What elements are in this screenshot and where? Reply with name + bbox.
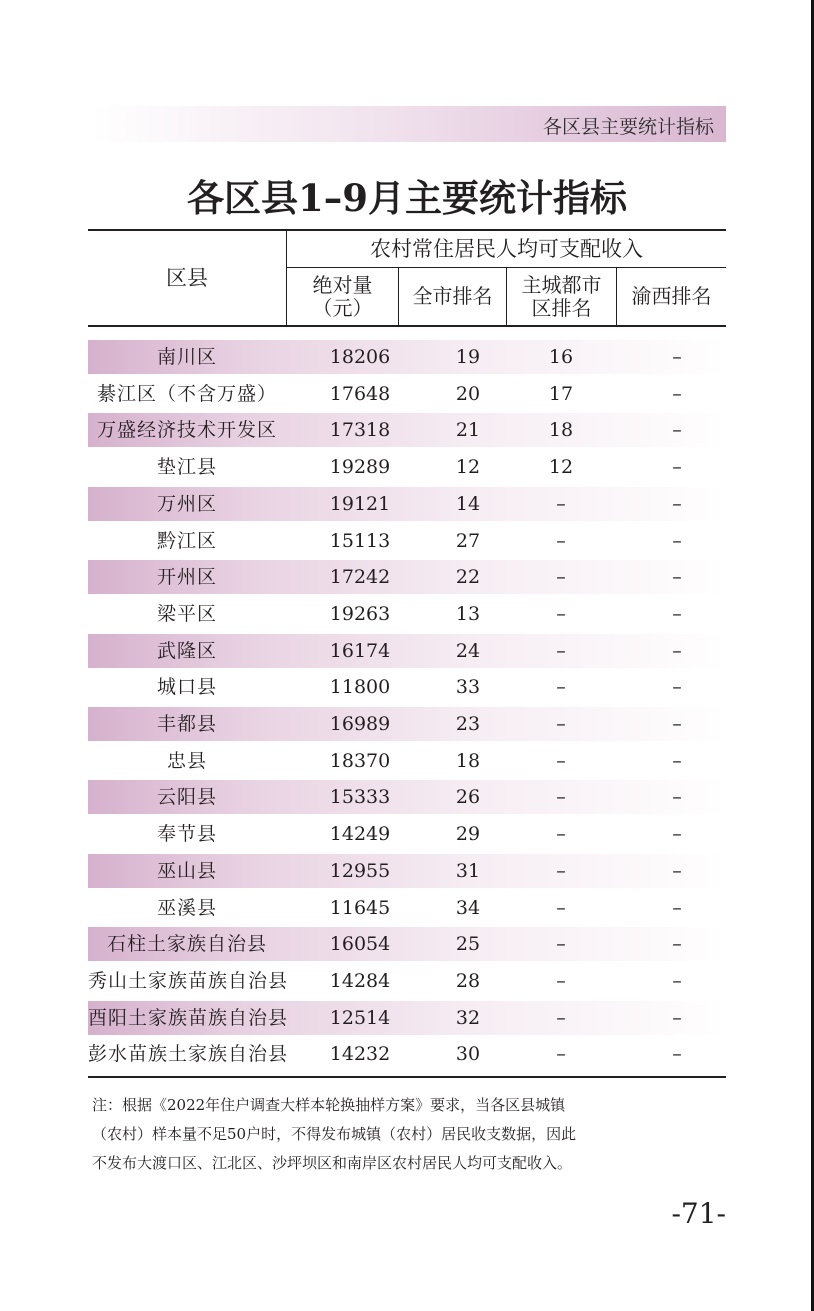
- cell-absolute: 11800: [329, 676, 391, 699]
- cell-city-rank: 31: [455, 859, 481, 882]
- table-row: [88, 413, 726, 447]
- table-row: [88, 817, 726, 851]
- table-row: [88, 634, 726, 668]
- cell-yuxi-rank: –: [672, 492, 682, 515]
- cell-main-urban-rank: –: [556, 1006, 566, 1029]
- header-yuxi-rank: 渝西排名: [631, 284, 712, 308]
- table-row: [88, 1001, 726, 1035]
- cell-main-urban-rank: –: [556, 676, 566, 699]
- cell-district: 秀山土家族苗族自治县: [88, 969, 289, 992]
- table-row: [88, 891, 726, 925]
- cell-absolute: 14249: [329, 823, 391, 846]
- cell-district: 黔江区: [156, 529, 217, 552]
- cell-yuxi-rank: –: [672, 859, 682, 882]
- cell-absolute: 19263: [329, 602, 391, 625]
- cell-main-urban-rank: –: [556, 933, 566, 956]
- cell-city-rank: 25: [455, 933, 481, 956]
- cell-main-urban-rank: –: [556, 749, 566, 772]
- cell-district: 石柱土家族自治县: [106, 933, 267, 956]
- cell-city-rank: 27: [455, 529, 481, 552]
- cell-city-rank: 14: [455, 492, 481, 515]
- cell-main-urban-rank: –: [556, 859, 566, 882]
- cell-city-rank: 22: [455, 566, 481, 589]
- header-absolute: 绝对量 （元）: [312, 272, 373, 320]
- cell-main-urban-rank: 16: [548, 346, 574, 368]
- cell-district: 酉阳土家族苗族自治县: [88, 1006, 289, 1029]
- cell-absolute: 19121: [329, 492, 391, 515]
- cell-city-rank: 19: [455, 346, 481, 368]
- table-row: [88, 670, 726, 704]
- cell-absolute: 17648: [329, 382, 391, 405]
- cell-city-rank: 32: [455, 1006, 481, 1029]
- cell-yuxi-rank: –: [672, 382, 682, 405]
- table-row: [88, 854, 726, 888]
- table-row: [88, 597, 726, 631]
- cell-city-rank: 18: [455, 749, 481, 772]
- cell-city-rank: 13: [455, 602, 481, 625]
- cell-absolute: 15333: [329, 786, 391, 809]
- cell-yuxi-rank: –: [672, 969, 682, 992]
- page-title: 各区县1–9月主要统计指标: [187, 176, 627, 220]
- cell-absolute: 18370: [329, 749, 391, 772]
- table-row: [88, 1037, 726, 1071]
- cell-absolute: 12514: [329, 1006, 391, 1029]
- header-district: 区县: [166, 265, 208, 290]
- cell-yuxi-rank: –: [672, 456, 682, 479]
- cell-main-urban-rank: 12: [548, 456, 574, 479]
- cell-absolute: 18206: [329, 346, 391, 368]
- table-row: [88, 964, 726, 998]
- cell-main-urban-rank: –: [556, 492, 566, 515]
- cell-absolute: 15113: [329, 529, 391, 552]
- header-group-rural-income: 农村常住居民人均可支配收入: [370, 236, 643, 261]
- cell-district: 綦江区（不含万盛）: [96, 382, 277, 405]
- cell-absolute: 16989: [329, 713, 391, 735]
- footnote: [92, 1091, 732, 1178]
- cell-absolute: 16054: [329, 933, 391, 956]
- cell-yuxi-rank: –: [672, 602, 682, 625]
- cell-city-rank: 24: [455, 639, 481, 662]
- table-row: [88, 377, 726, 411]
- table-row: [88, 780, 726, 814]
- cell-district: 巫山县: [156, 859, 217, 882]
- cell-absolute: 11645: [329, 896, 391, 919]
- cell-district: 万州区: [156, 492, 217, 515]
- cell-absolute: 17318: [329, 419, 391, 442]
- cell-city-rank: 33: [455, 676, 481, 699]
- footnote-line: （农村）样本量不足50户时，不得发布城镇（农村）居民收支数据，因此: [92, 1125, 577, 1143]
- cell-absolute: 12955: [329, 859, 391, 882]
- table-row: [88, 560, 726, 594]
- table-row: [88, 487, 726, 521]
- cell-city-rank: 12: [455, 456, 481, 479]
- cell-main-urban-rank: 17: [548, 382, 574, 405]
- cell-main-urban-rank: –: [556, 602, 566, 625]
- cell-main-urban-rank: –: [556, 786, 566, 809]
- cell-yuxi-rank: –: [672, 933, 682, 956]
- cell-main-urban-rank: 18: [548, 419, 574, 442]
- cell-district: 丰都县: [156, 713, 217, 735]
- cell-yuxi-rank: –: [672, 1006, 682, 1029]
- cell-district: 垫江县: [156, 456, 217, 479]
- footnote-line: 注：根据《2022年住户调查大样本轮换抽样方案》要求，当各区县城镇: [92, 1096, 566, 1114]
- cell-city-rank: 30: [455, 1043, 481, 1066]
- cell-main-urban-rank: –: [556, 529, 566, 552]
- cell-district: 梁平区: [156, 602, 217, 625]
- cell-main-urban-rank: –: [556, 1043, 566, 1066]
- cell-main-urban-rank: –: [556, 639, 566, 662]
- table-bottom-rule: [88, 1076, 726, 1078]
- cell-district: 忠县: [166, 749, 207, 772]
- header-main-urban-rank: 主城都市 区排名: [521, 272, 602, 320]
- footnote-line: 不发布大渡口区、江北区、沙坪坝区和南岸区农村居民人均可支配收入。: [92, 1154, 573, 1172]
- cell-city-rank: 28: [455, 969, 481, 992]
- page-number: -71-: [671, 1197, 726, 1230]
- cell-city-rank: 26: [455, 786, 481, 809]
- cell-absolute: 19289: [329, 456, 391, 479]
- cell-district: 彭水苗族土家族自治县: [88, 1043, 289, 1066]
- cell-yuxi-rank: –: [672, 639, 682, 662]
- table-row: [88, 707, 726, 741]
- cell-yuxi-rank: –: [672, 419, 682, 442]
- cell-yuxi-rank: –: [672, 896, 682, 919]
- cell-yuxi-rank: –: [672, 566, 682, 589]
- cell-district: 巫溪县: [156, 896, 217, 919]
- cell-district: 武隆区: [156, 639, 217, 662]
- cell-city-rank: 23: [455, 713, 481, 735]
- cell-city-rank: 34: [455, 896, 481, 919]
- cell-city-rank: 20: [455, 382, 481, 405]
- section-header-label: 各区县主要统计指标: [542, 116, 714, 138]
- section-header-band: [92, 106, 726, 142]
- cell-yuxi-rank: –: [672, 749, 682, 772]
- cell-absolute: 14232: [329, 1043, 391, 1066]
- header-city-rank: 全市排名: [412, 284, 493, 308]
- cell-yuxi-rank: –: [672, 823, 682, 846]
- table-row: [88, 450, 726, 484]
- cell-main-urban-rank: –: [556, 896, 566, 919]
- cell-yuxi-rank: –: [672, 786, 682, 809]
- cell-main-urban-rank: –: [556, 566, 566, 589]
- cell-district: 开州区: [156, 566, 217, 589]
- cell-district: 云阳县: [156, 786, 217, 809]
- cell-yuxi-rank: –: [672, 529, 682, 552]
- cell-absolute: 16174: [329, 639, 391, 662]
- cell-yuxi-rank: –: [672, 1043, 682, 1066]
- cell-yuxi-rank: –: [672, 676, 682, 699]
- cell-district: 奉节县: [156, 823, 217, 846]
- cell-district: 城口县: [156, 676, 217, 699]
- cell-district: 万盛经济技术开发区: [96, 419, 277, 442]
- cell-absolute: 14284: [329, 969, 391, 992]
- table-row: [88, 524, 726, 558]
- table-row: [88, 744, 726, 778]
- table-row: [88, 340, 726, 374]
- cell-city-rank: 21: [455, 419, 481, 442]
- cell-absolute: 17242: [329, 566, 391, 589]
- cell-city-rank: 29: [455, 823, 481, 846]
- cell-main-urban-rank: –: [556, 969, 566, 992]
- table-row: [88, 927, 726, 961]
- cell-main-urban-rank: –: [556, 823, 566, 846]
- cell-yuxi-rank: –: [672, 346, 682, 368]
- header-bottom-rule: [88, 325, 726, 327]
- cell-district: 南川区: [156, 346, 217, 368]
- cell-main-urban-rank: –: [556, 713, 566, 735]
- cell-yuxi-rank: –: [672, 713, 682, 735]
